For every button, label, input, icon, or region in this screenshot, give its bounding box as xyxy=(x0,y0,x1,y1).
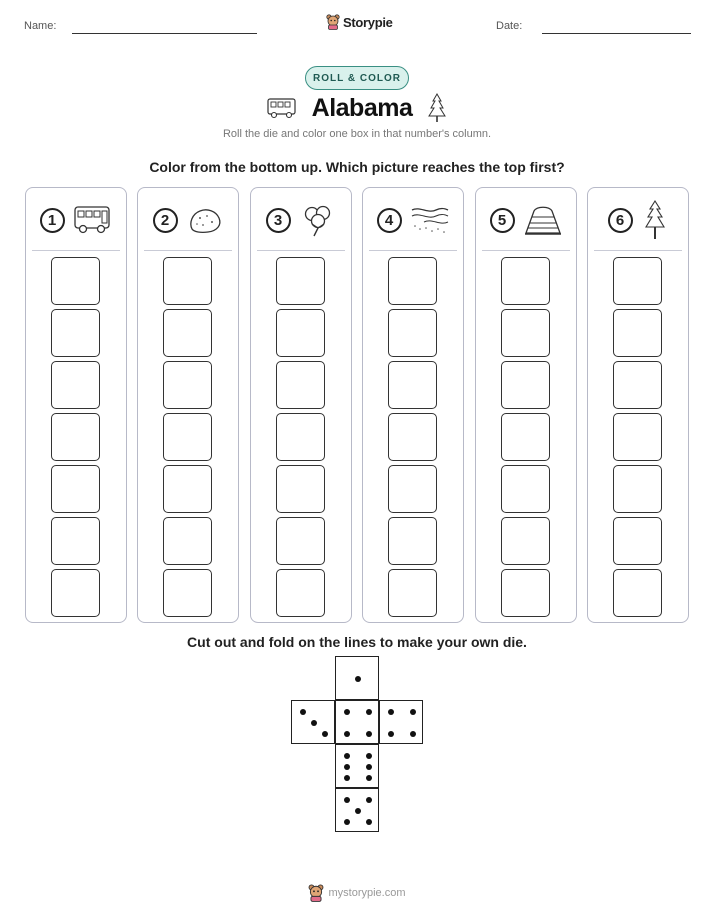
color-box[interactable] xyxy=(613,257,662,305)
bus-icon xyxy=(73,203,113,237)
pip xyxy=(366,709,372,715)
column-1 xyxy=(25,187,127,623)
pip xyxy=(366,819,372,825)
color-box[interactable] xyxy=(163,361,212,409)
color-box[interactable] xyxy=(613,309,662,357)
brand-name: Storypie xyxy=(343,14,393,30)
color-box[interactable] xyxy=(163,413,212,461)
color-box[interactable] xyxy=(163,517,212,565)
color-box[interactable] xyxy=(613,569,662,617)
river-icon xyxy=(410,204,450,236)
title-row xyxy=(0,92,714,124)
pip xyxy=(344,753,350,759)
column-6 xyxy=(587,187,689,623)
color-box[interactable] xyxy=(51,569,100,617)
column-divider xyxy=(257,250,345,251)
pip xyxy=(344,731,350,737)
column-divider xyxy=(482,250,570,251)
pip xyxy=(388,731,394,737)
pip xyxy=(344,775,350,781)
color-box[interactable] xyxy=(388,569,437,617)
bear-icon xyxy=(326,14,340,30)
column-divider xyxy=(144,250,232,251)
pip xyxy=(366,731,372,737)
column-3 xyxy=(250,187,352,623)
footer-url[interactable]: mystorypie.com xyxy=(328,887,406,899)
number-circle: 2 xyxy=(153,208,178,233)
color-box[interactable] xyxy=(51,309,100,357)
number-circle: 3 xyxy=(266,208,291,233)
color-box[interactable] xyxy=(388,309,437,357)
die-face-5 xyxy=(335,788,379,832)
pip xyxy=(322,731,328,737)
color-box[interactable] xyxy=(388,257,437,305)
color-box[interactable] xyxy=(276,569,325,617)
page-title: Alabama xyxy=(311,93,413,122)
instruction: Color from the bottom up. Which picture reaches the top first? xyxy=(149,159,565,175)
color-box[interactable] xyxy=(51,257,100,305)
column-2 xyxy=(137,187,239,623)
color-box[interactable] xyxy=(51,413,100,461)
pine-tree-icon xyxy=(426,92,448,124)
pip xyxy=(344,797,350,803)
color-box[interactable] xyxy=(163,569,212,617)
color-box[interactable] xyxy=(501,361,550,409)
color-box[interactable] xyxy=(51,465,100,513)
column-divider xyxy=(594,250,682,251)
bear-icon xyxy=(308,884,324,902)
die-face-6 xyxy=(335,744,379,788)
pip xyxy=(344,764,350,770)
color-box[interactable] xyxy=(276,257,325,305)
color-box[interactable] xyxy=(276,517,325,565)
pip xyxy=(300,709,306,715)
color-box[interactable] xyxy=(388,465,437,513)
mound-icon xyxy=(523,203,563,237)
pip xyxy=(355,676,361,682)
color-box[interactable] xyxy=(501,413,550,461)
activity-badge: ROLL & COLOR xyxy=(305,66,409,90)
die-face-3 xyxy=(291,700,335,744)
pip xyxy=(344,819,350,825)
pip xyxy=(366,753,372,759)
name-field[interactable] xyxy=(72,33,257,34)
color-box[interactable] xyxy=(501,309,550,357)
column-divider xyxy=(369,250,457,251)
column-divider xyxy=(32,250,120,251)
pip xyxy=(410,709,416,715)
color-box[interactable] xyxy=(163,257,212,305)
pip xyxy=(388,709,394,715)
die-face-1 xyxy=(335,656,379,700)
cotton-icon xyxy=(299,202,337,238)
color-box[interactable] xyxy=(613,413,662,461)
color-box[interactable] xyxy=(276,465,325,513)
column-5 xyxy=(475,187,577,623)
color-box[interactable] xyxy=(501,517,550,565)
color-box[interactable] xyxy=(501,257,550,305)
number-circle: 6 xyxy=(608,208,633,233)
cut-instruction: Cut out and fold on the lines to make your own die. xyxy=(187,634,527,650)
number-circle: 5 xyxy=(490,208,515,233)
color-box[interactable] xyxy=(613,361,662,409)
pip xyxy=(410,731,416,737)
name-label: Name: xyxy=(24,20,57,32)
pip xyxy=(355,808,361,814)
number-circle: 1 xyxy=(40,208,65,233)
pip xyxy=(366,797,372,803)
color-box[interactable] xyxy=(388,517,437,565)
date-field[interactable] xyxy=(542,33,691,34)
bus-icon xyxy=(266,96,298,120)
subtitle: Roll the die and color one box in that number's column. xyxy=(222,128,492,140)
footer xyxy=(0,884,714,902)
color-box[interactable] xyxy=(501,569,550,617)
number-circle: 4 xyxy=(377,208,402,233)
brand-logo xyxy=(326,14,393,30)
pip xyxy=(311,720,317,726)
column-4 xyxy=(362,187,464,623)
pip xyxy=(344,709,350,715)
color-box[interactable] xyxy=(501,465,550,513)
date-label: Date: xyxy=(496,20,523,32)
pine-tree-icon xyxy=(641,199,669,241)
color-box[interactable] xyxy=(163,465,212,513)
color-box[interactable] xyxy=(388,361,437,409)
pip xyxy=(366,775,372,781)
die-face-4 xyxy=(335,700,379,744)
color-box[interactable] xyxy=(163,309,212,357)
rock-icon xyxy=(186,203,224,237)
pip xyxy=(366,764,372,770)
color-box[interactable] xyxy=(276,413,325,461)
die-face-4-side xyxy=(379,700,423,744)
color-box[interactable] xyxy=(276,309,325,357)
color-box[interactable] xyxy=(51,517,100,565)
color-box[interactable] xyxy=(613,517,662,565)
color-box[interactable] xyxy=(276,361,325,409)
color-box[interactable] xyxy=(388,413,437,461)
color-box[interactable] xyxy=(51,361,100,409)
color-box[interactable] xyxy=(613,465,662,513)
